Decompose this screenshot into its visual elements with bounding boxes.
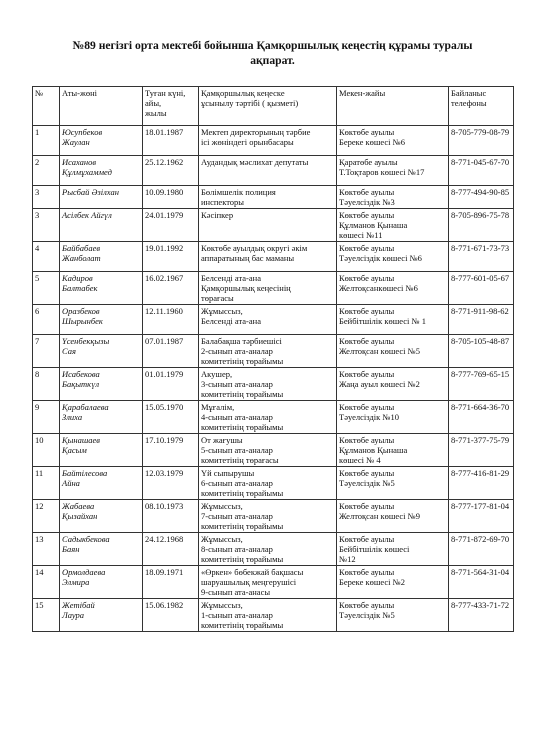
cell-phone: 8-771-671-73-73 bbox=[449, 242, 514, 272]
table-row bbox=[33, 209, 514, 242]
table-row bbox=[33, 434, 514, 467]
cell-phone: 8-705-779-08-79 bbox=[449, 126, 514, 156]
cell-address: Көктөбе ауылы Береке көшесі №6 bbox=[337, 126, 449, 156]
cell-num: 13 bbox=[33, 533, 60, 566]
cell-position: Бөлімшелік полиция инспекторы bbox=[199, 186, 337, 209]
table-body bbox=[33, 126, 514, 632]
table-row bbox=[33, 368, 514, 401]
document-title-line-1: №89 негізгі орта мектебі бойынша Қамқоршылық кеңестің құрамы туралы bbox=[72, 39, 473, 52]
cell-dob: 25.12.1962 bbox=[143, 156, 199, 186]
cell-phone: 8-771-377-75-79 bbox=[449, 434, 514, 467]
cell-phone: 8-771-911-98-62 bbox=[449, 305, 514, 335]
cell-num: 3 bbox=[33, 186, 60, 209]
cell-address: Көктөбе ауылы Желтоқсан көшесі №5 bbox=[337, 335, 449, 368]
cell-address: Көктөбе ауылы Тәуелсіздік көшесі №6 bbox=[337, 242, 449, 272]
cell-dob: 15.06.1982 bbox=[143, 599, 199, 632]
header-num: № bbox=[33, 87, 60, 126]
cell-num: 2 bbox=[33, 156, 60, 186]
cell-name: Юсупбеков Жаулан bbox=[60, 126, 143, 156]
cell-position: Балабақша тәрбиешісі 2-сынып ата-аналар комитетінің төрайымы bbox=[199, 335, 337, 368]
cell-position: Акушер, 3-сынып ата-аналар комитетінің төрайымы bbox=[199, 368, 337, 401]
document-title bbox=[40, 38, 505, 68]
header-position: Қамқоршылық кеңеске ұсынылу тәртібі ( қызметі) bbox=[199, 87, 337, 126]
cell-address: Көктөбе ауылы Бейбітшілік көшесі № 1 bbox=[337, 305, 449, 335]
cell-name: Исабекова Бақыткүл bbox=[60, 368, 143, 401]
cell-name: Қарабалаева Злиха bbox=[60, 401, 143, 434]
header-name: Аты-жөні bbox=[60, 87, 143, 126]
cell-position: Үй сыпырушы 6-сынып ата-аналар комитетінің төрайымы bbox=[199, 467, 337, 500]
cell-position: Жұмыссыз, Белсенді ата-ана bbox=[199, 305, 337, 335]
cell-phone: 8-771-872-69-70 bbox=[449, 533, 514, 566]
cell-phone: 8-777-433-71-72 bbox=[449, 599, 514, 632]
cell-position: Жұмыссыз, 7-сынып ата-аналар комитетінің төрайымы bbox=[199, 500, 337, 533]
cell-position: Жұмыссыз, 1-сынып ата-аналар комитетінің төрайымы bbox=[199, 599, 337, 632]
cell-position: Аудандық мәслихат депутаты bbox=[199, 156, 337, 186]
cell-phone: 8-777-494-90-85 bbox=[449, 186, 514, 209]
cell-dob: 12.03.1979 bbox=[143, 467, 199, 500]
cell-num: 12 bbox=[33, 500, 60, 533]
cell-address: Көктөбе ауылы Құлманов Қынаша көшесі №11 bbox=[337, 209, 449, 242]
cell-num: 14 bbox=[33, 566, 60, 599]
cell-dob: 24.12.1968 bbox=[143, 533, 199, 566]
cell-position: «Өркен» бөбекжай бақшасы шаруашылық меңгерушісі 9-сынып ата-анасы bbox=[199, 566, 337, 599]
table-header-row bbox=[33, 87, 514, 126]
table-row bbox=[33, 242, 514, 272]
header-address: Мекен-жайы bbox=[337, 87, 449, 126]
cell-name: Садыкбекова Баян bbox=[60, 533, 143, 566]
cell-num: 15 bbox=[33, 599, 60, 632]
document-title-line-2: ақпарат. bbox=[250, 54, 295, 67]
cell-position: Жұмыссыз, 8-сынып ата-аналар комитетінің төрайымы bbox=[199, 533, 337, 566]
cell-dob: 17.10.1979 bbox=[143, 434, 199, 467]
cell-name: Жабаева Қызайхан bbox=[60, 500, 143, 533]
cell-dob: 24.01.1979 bbox=[143, 209, 199, 242]
cell-address: Көктөбе ауылы Желтоқсанкөшесі №6 bbox=[337, 272, 449, 305]
cell-position: От жағушы 5-сынып ата-аналар комитетінің төрағасы bbox=[199, 434, 337, 467]
table-row bbox=[33, 156, 514, 186]
header-phone: Байланыс телефоны bbox=[449, 87, 514, 126]
cell-num: 8 bbox=[33, 368, 60, 401]
table-row bbox=[33, 599, 514, 632]
table-row bbox=[33, 467, 514, 500]
council-members-table bbox=[32, 86, 514, 632]
header-dob: Туған күні, айы, жылы bbox=[143, 87, 199, 126]
cell-num: 11 bbox=[33, 467, 60, 500]
table-row bbox=[33, 335, 514, 368]
cell-name: Исаханов Құлмұхаммед bbox=[60, 156, 143, 186]
cell-dob: 08.10.1973 bbox=[143, 500, 199, 533]
cell-address: Көктөбе ауылы Тәуелсіздік №5 bbox=[337, 599, 449, 632]
cell-address: Көктөбе ауылы Тәуелсіздік №3 bbox=[337, 186, 449, 209]
cell-dob: 18.01.1987 bbox=[143, 126, 199, 156]
cell-address: Көктөбе ауылы Жаңа ауыл көшесі №2 bbox=[337, 368, 449, 401]
cell-dob: 01.01.1979 bbox=[143, 368, 199, 401]
cell-phone: 8-777-177-81-04 bbox=[449, 500, 514, 533]
table-row bbox=[33, 566, 514, 599]
cell-phone: 8-771-045-67-70 bbox=[449, 156, 514, 186]
cell-position: Белсенді ата-ана Қамқоршылық кеңесінің төрағасы bbox=[199, 272, 337, 305]
cell-name: Оразбеков Шырынбек bbox=[60, 305, 143, 335]
table-row bbox=[33, 500, 514, 533]
cell-address: Көктөбе ауылы Тәуелсіздік №10 bbox=[337, 401, 449, 434]
cell-dob: 10.09.1980 bbox=[143, 186, 199, 209]
cell-num: 9 bbox=[33, 401, 60, 434]
cell-num: 6 bbox=[33, 305, 60, 335]
cell-num: 4 bbox=[33, 242, 60, 272]
cell-dob: 15.05.1970 bbox=[143, 401, 199, 434]
cell-num: 10 bbox=[33, 434, 60, 467]
cell-address: Көктөбе ауылы Желтоқсан көшесі №9 bbox=[337, 500, 449, 533]
cell-name: Жетібай Лаура bbox=[60, 599, 143, 632]
cell-address: Қаратөбе ауылы Т.Тоқтаров көшесі №17 bbox=[337, 156, 449, 186]
cell-num: 7 bbox=[33, 335, 60, 368]
cell-position: Кәсіпкер bbox=[199, 209, 337, 242]
table-row bbox=[33, 401, 514, 434]
cell-phone: 8-771-664-36-70 bbox=[449, 401, 514, 434]
cell-name: Байбабаев Жанболат bbox=[60, 242, 143, 272]
cell-name: Рысбай Әзілхан bbox=[60, 186, 143, 209]
cell-phone: 8-777-416-81-29 bbox=[449, 467, 514, 500]
cell-name: Байтілесова Айна bbox=[60, 467, 143, 500]
cell-phone: 8-705-105-48-87 bbox=[449, 335, 514, 368]
table-row bbox=[33, 272, 514, 305]
cell-phone: 8-777-769-65-15 bbox=[449, 368, 514, 401]
table-row bbox=[33, 533, 514, 566]
cell-num: 5 bbox=[33, 272, 60, 305]
cell-address: Көктөбе ауылы Бейбітшілік көшесі №12 bbox=[337, 533, 449, 566]
cell-dob: 19.01.1992 bbox=[143, 242, 199, 272]
cell-address: Көктөбе ауылы Тәуелсіздік №5 bbox=[337, 467, 449, 500]
cell-position: Көктөбе ауылдық округі әкім аппаратының бас маманы bbox=[199, 242, 337, 272]
cell-num: 1 bbox=[33, 126, 60, 156]
cell-phone: 8-705-896-75-78 bbox=[449, 209, 514, 242]
cell-num: 3 bbox=[33, 209, 60, 242]
cell-position: Мұғалім, 4-сынып ата-аналар комитетінің төрайымы bbox=[199, 401, 337, 434]
cell-dob: 16.02.1967 bbox=[143, 272, 199, 305]
cell-dob: 07.01.1987 bbox=[143, 335, 199, 368]
table-row bbox=[33, 305, 514, 335]
cell-position: Мектеп директорының тәрбие ісі жөніндегі орынбасары bbox=[199, 126, 337, 156]
cell-dob: 18.09.1971 bbox=[143, 566, 199, 599]
table-row bbox=[33, 186, 514, 209]
cell-name: Кадиров Балтабек bbox=[60, 272, 143, 305]
cell-name: Қынашаев Қасым bbox=[60, 434, 143, 467]
cell-name: Асілбек Айгүл bbox=[60, 209, 143, 242]
cell-phone: 8-777-601-05-67 bbox=[449, 272, 514, 305]
cell-name: Ормолдаева Элмира bbox=[60, 566, 143, 599]
cell-address: Көктөбе ауылы Құлманов Қынаша көшесі № 4 bbox=[337, 434, 449, 467]
cell-name: Үсенбекқызы Сая bbox=[60, 335, 143, 368]
cell-phone: 8-771-564-31-04 bbox=[449, 566, 514, 599]
cell-dob: 12.11.1960 bbox=[143, 305, 199, 335]
table-row bbox=[33, 126, 514, 156]
cell-address: Көктөбе ауылы Береке көшесі №2 bbox=[337, 566, 449, 599]
